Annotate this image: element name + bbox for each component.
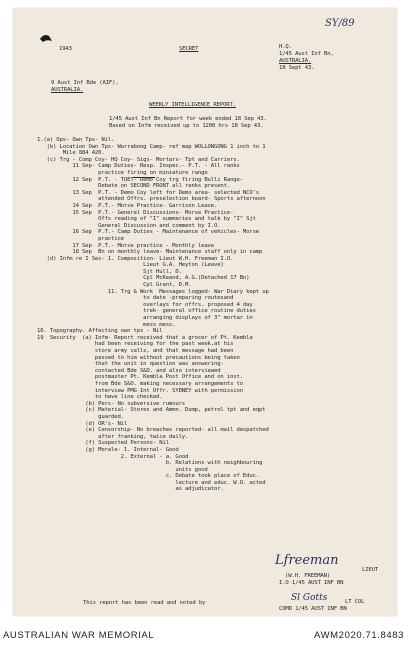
document-page xyxy=(13,8,397,616)
classification-label: SECRET xyxy=(179,46,199,52)
report-line: 17 Sep P.T.- Morse practice - Monthly leave xyxy=(37,242,214,249)
report-line: as adjudicator. xyxy=(37,486,224,493)
footer-accession-number: AWM2020.71.8483 xyxy=(314,630,404,641)
document-subtitle1: 1/45 Aust Inf Bn Report for week ended 18 Sep 43. xyxy=(109,116,267,122)
report-line: 16. Topography. Affecting own tps - Nil xyxy=(37,328,163,335)
document-title: WEEKLY INTELLIGENCE REPORT. xyxy=(149,102,236,108)
archive-footer xyxy=(0,622,410,653)
report-line: (d) Infm re I Sec- 1. Composition- Lieut W.H. Freeman I.O. xyxy=(37,255,234,262)
report-line: 1.(a) Ops- Own Tps- Nil. xyxy=(37,137,115,143)
report-line: (e) Censorship- No breaches reported- all mail despatched xyxy=(37,427,269,434)
report-line: (g) Morale- 1. Internal- Good xyxy=(37,446,179,453)
report-line: 13 Sep P.T. - Demo Coy left for Demo area- selected NCO's xyxy=(37,189,260,196)
report-line: General Discussion and comment by I.O. xyxy=(37,222,221,229)
report-line: (d) OR's- Nil xyxy=(37,420,128,427)
co-rank: LT COL xyxy=(345,599,365,605)
footer-institution: AUSTRALIAN WAR MEMORIAL xyxy=(3,630,155,641)
report-line: had been receiving for the past week,at his xyxy=(37,341,234,348)
report-line: that the unit in question was answering- xyxy=(37,361,224,368)
brigade-line2: AUSTRALIA. xyxy=(51,87,84,93)
report-line: contacted Bde S&O. and also interviewed xyxy=(37,367,221,374)
hq-date: 18 Sept 43. xyxy=(279,65,315,71)
report-line: to have line checked. xyxy=(37,394,163,401)
report-line: 2. External - a. Good xyxy=(37,453,189,460)
report-line: 11. Trg & Work Messages logged- War Diary kept up xyxy=(37,288,269,295)
report-line: Sjt Hull, D. xyxy=(37,268,182,275)
report-line: trek- general office routine duties xyxy=(37,308,256,315)
report-line: 18 Sep Bn on monthly leave- Maintenance staff only in camp xyxy=(37,249,263,256)
report-line: postmaster Pt. Kembla Post Office and on inst. xyxy=(37,374,243,381)
document-subtitle2: Based on Infm received up to 1200 hrs 18 Sep 43. xyxy=(109,123,264,129)
report-line: (c) Trg - Comp Coy- HQ Coy- Sigs- Mortars- Tpt and Carriers. xyxy=(37,156,240,163)
report-line: 11 Sep- Camp Duties- Resp. Inspec.- P.T. - All ranks xyxy=(37,163,240,170)
handwritten-signature: Lfreeman xyxy=(275,553,339,568)
report-line: Lieut G.A. Heyton (Leave) xyxy=(37,262,224,269)
co-title: COMD 1/45 AUST INF BN xyxy=(279,606,347,612)
report-line: Debate on SECOND FRONT all ranks present. xyxy=(37,183,231,190)
report-line: Cpl Grant, D.M. xyxy=(37,282,192,289)
report-line: b. Relations with neighbouring xyxy=(37,460,263,467)
report-line: Mile 884 420. xyxy=(37,150,105,157)
report-line: units good xyxy=(37,466,208,473)
report-line: practice xyxy=(37,235,124,242)
hq-line2: 1/45 Aust Inf Bn, xyxy=(279,51,334,57)
header-year: 1943 xyxy=(59,46,72,52)
report-line: Cpl McKeand, A.G.(Detached 17 Bn) xyxy=(37,275,250,282)
report-line: 14 Sep P.T.- Morse Practice- Garrison Leave. xyxy=(37,202,218,209)
report-line: to date -preparing routesand xyxy=(37,295,234,302)
report-line: (b) Location Own Tps- Warrabong Camp- ref map WOLLONGONG 1 inch to 1 xyxy=(37,143,266,150)
report-line: guarded. xyxy=(37,413,124,420)
report-line: (b) Pers- No subversive rumours xyxy=(37,400,186,407)
report-line: from Bde S&O. making necessary arrangements to xyxy=(37,380,243,387)
hq-line3: AUSTRALIA. xyxy=(279,58,312,64)
report-body xyxy=(37,137,393,493)
noted-line: This report has been read and noted by xyxy=(83,600,206,606)
report-line: arranging displays of 3" mortar in xyxy=(37,315,253,322)
report-line: after franking, twice daily. xyxy=(37,433,189,440)
sign-title: I.O 1/45 AUST INF BN xyxy=(279,580,344,586)
handwritten-co-signature: Sl Gotts xyxy=(291,593,328,603)
report-line: store army calls, and that message had been xyxy=(37,348,234,354)
report-line: (f) Suspected Persons- Nil xyxy=(37,440,169,447)
report-line: lecture and educ. W.O. acted xyxy=(37,479,266,486)
report-line: 19 Security (a) Infm- Report received that a grocer of Pt. Kembla xyxy=(37,334,253,341)
report-line: attended Offrs. preselection board- Sports afternoon xyxy=(37,196,266,203)
report-line: interview PMG Int Offr. SYDNEY with permission xyxy=(37,387,243,394)
handwritten-ref-number: SY/89 xyxy=(325,18,355,29)
report-line: mess mess. xyxy=(37,321,176,328)
report-line: 12 Sep P.T. - TOET- Demo Coy trg firing Bulli Range- xyxy=(37,176,243,183)
report-line: passed to him without precautions being taken xyxy=(37,354,240,361)
report-line: (c) Material- Stores and Ammn. Dump, petrol tpt and eqpt xyxy=(37,407,266,414)
report-line: c. Debate took place of Educ. xyxy=(37,473,260,480)
strikethrough xyxy=(133,177,155,178)
brigade-line1: 9 Aust Inf Bde (AIF), xyxy=(51,80,119,86)
hq-line1: H.Q. xyxy=(279,44,292,50)
report-line: 15 Sep P.T.- General Discussions- Morse Practice- xyxy=(37,209,234,216)
report-line: overlays for offrs. proposed 4 day xyxy=(37,301,253,308)
sign-name: (W.H. FREEMAN) xyxy=(285,573,331,579)
report-line: practice firing on miniature range xyxy=(37,169,208,176)
sign-rank: LIEUT xyxy=(362,567,379,573)
report-line: Offs reading of "I" summaries and talk by "I" Sjt xyxy=(37,216,256,223)
report-line: 16 Sep P.T.- Camp Duties - Maintenance of vehicles- Morse xyxy=(37,229,260,236)
pin-icon xyxy=(39,33,53,43)
